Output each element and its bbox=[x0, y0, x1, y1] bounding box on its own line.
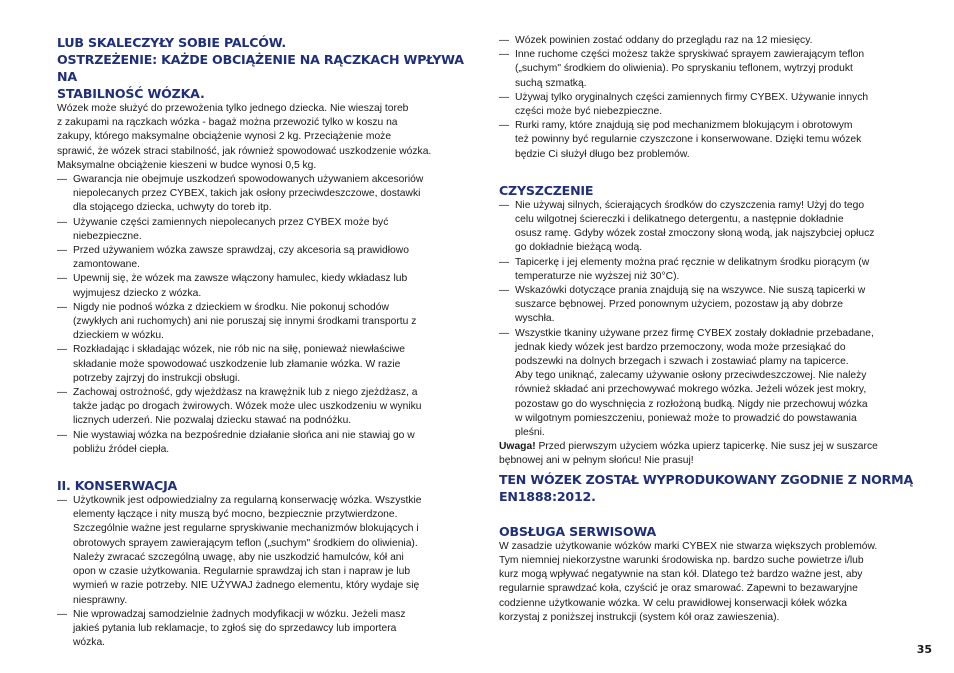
text-line: pleśni. bbox=[515, 427, 545, 439]
list-item bbox=[499, 199, 919, 256]
text-line: Wskazówki dotyczące prania znajdują się na wszywce. Nie suszą tapicerki w bbox=[515, 285, 866, 297]
maintenance-list-continued bbox=[499, 34, 919, 162]
text-line: temperaturze nie wyższej niż 30°C). bbox=[515, 270, 680, 282]
text-line: Rozkładając i składając wózek, nie rób nic na siłę, ponieważ niewłaściwe bbox=[73, 344, 405, 356]
intro-paragraph bbox=[57, 102, 479, 173]
text-line: potrzeby zajrzyj do instrukcji obsługi. bbox=[73, 372, 241, 384]
list-item bbox=[57, 301, 479, 344]
text-line: go dokładnie bieżącą wodą. bbox=[515, 242, 643, 254]
text-line: także jadąc po drogach żwirowych. Wózek może ulec uszkodzeniu w wyniku bbox=[73, 401, 422, 413]
list-item bbox=[499, 327, 919, 441]
left-column bbox=[57, 34, 479, 650]
text-line: Tym niemniej niekorzystne warunki środowiska np. bardzo suche powietrze i/lub bbox=[499, 554, 864, 566]
text-line: niepolecanych przez CYBEX, takich jak osłony przeciwdeszczowe, dostawki bbox=[73, 188, 421, 200]
text-line: Szczególnie ważne jest regularne spryskiwanie mechanizmów blokujących i bbox=[73, 523, 419, 535]
text-line: niesprawny. bbox=[73, 594, 128, 606]
list-item bbox=[57, 173, 479, 216]
text-line: też powinny być regularnie czyszczone i konserwowane. Dzięki temu wózek bbox=[515, 134, 862, 146]
text-line: wyschła. bbox=[515, 313, 555, 325]
list-item bbox=[499, 91, 919, 119]
heading-line: EN1888:2012. bbox=[499, 488, 596, 504]
text-line: pozostaw go do wyschnięcia z rozłożoną budką. Nigdy nie przechowuj wózka bbox=[515, 398, 868, 410]
text-line: opon w czasie użytkowania. Regularnie sprawdzaj ich stan i napraw je lub bbox=[73, 566, 411, 578]
service-paragraph bbox=[499, 540, 919, 625]
caution-text: bębnowej ani w pełnym słońcu! Nie prasuj! bbox=[499, 455, 694, 467]
text-line: zamontowane. bbox=[73, 259, 140, 271]
heading-norm bbox=[499, 471, 919, 505]
list-item bbox=[499, 284, 919, 327]
text-line: dzieckiem w wózku. bbox=[73, 330, 164, 342]
text-line: jednak kiedy wózek jest bardzo przemoczony, woda może przesiąkać do bbox=[515, 341, 846, 353]
text-line: będzie Ci służył długo bez problemów. bbox=[515, 148, 690, 160]
text-line: Gwarancja nie obejmuje uszkodzeń spowodowanych używaniem akcesoriów bbox=[73, 174, 424, 186]
maintenance-list bbox=[57, 494, 479, 650]
list-item bbox=[57, 244, 479, 272]
text-line: suchą szmatką. bbox=[515, 77, 587, 89]
list-item bbox=[57, 216, 479, 244]
text-line: wymień w razie potrzeby. NIE UŻYWAJ żadnego elementu, który wydaje się bbox=[73, 580, 420, 592]
text-line: suszarce bębnowej. Przed ponownym użyciem, pozostaw ją aby dobrze bbox=[515, 299, 843, 311]
list-item bbox=[57, 608, 479, 651]
text-line: Inne ruchome części możesz także spryskiwać sprayem zawierającym teflon bbox=[515, 49, 865, 61]
text-line: Użytkownik jest odpowiedzialny za regularną konserwację wózka. Wszystkie bbox=[73, 495, 422, 507]
text-line: jakieś pytania lub reklamacje, to zgłoś się do sprzedawcy lub importera bbox=[73, 622, 397, 634]
page-number: 35 bbox=[916, 643, 932, 656]
text-line: regularnie sprawdzać koła, czyścić je oraz smarować. Zapewni to bezawaryjne bbox=[499, 583, 858, 595]
text-line: dla stojącego dziecka, uchwyty do toreb itp. bbox=[73, 202, 272, 214]
text-line: celu wilgotnej ściereczki i delikatnego detergentu, a następnie dokładnie bbox=[515, 214, 844, 226]
heading-line: LUB SKALECZYŁY SOBIE PALCÓW. bbox=[57, 35, 286, 50]
right-column bbox=[499, 34, 919, 625]
list-item bbox=[499, 34, 919, 48]
text-line: wyjmujesz dziecko z wózka. bbox=[73, 287, 202, 299]
list-item bbox=[499, 119, 919, 162]
text-line: obrotowych sprayem zawierającym teflon („suchym" środkiem do oliwienia). bbox=[73, 537, 418, 549]
heading-line: OSTRZEŻENIE: KAŻDE OBCIĄŻENIE NA RĄCZKACH WPŁYWA NA bbox=[57, 52, 464, 84]
text-line: Rurki ramy, które znajdują się pod mechanizmem blokującym i obrotowym bbox=[515, 120, 853, 132]
list-item bbox=[499, 256, 919, 284]
text-line: Aby tego uniknąć, zalecamy używanie osłony przeciwdeszczowej. Nie należy bbox=[515, 370, 867, 382]
text-line: składanie może spowodować uszkodzenie lub złamanie wózka. W razie bbox=[73, 358, 401, 370]
cleaning-list bbox=[499, 199, 919, 440]
text-line: Nie używaj silnych, ścierających środków do czyszczenia ramy! Użyj do tego bbox=[515, 199, 865, 211]
heading-service: OBSŁUGA SERWISOWA bbox=[499, 523, 657, 539]
text-line: („suchym" środkiem do oliwienia). Po spryskaniu teflonem, wytrzyj produkt bbox=[515, 63, 853, 75]
heading-line: STABILNOŚĆ WÓZKA. bbox=[57, 86, 205, 101]
text-line: również składać ani przechowywać mokrego wózka. Jeżeli wózek jest mokry, bbox=[515, 384, 867, 396]
heading-maintenance: II. KONSERWACJA bbox=[57, 478, 178, 494]
text-line: Upewnij się, że wózek ma zawsze włączony hamulec, kiedy wkładasz lub bbox=[73, 273, 408, 285]
text-line: Używaj tylko oryginalnych części zamiennych firmy CYBEX. Używanie innych bbox=[515, 91, 869, 103]
text-line: (zwykłych ani ruchomych) ani nie poruszaj się innymi środkami transportu z bbox=[73, 316, 417, 328]
heading-cleaning: CZYSZCZENIE bbox=[499, 182, 594, 198]
text-line: licznych uderzeń. Nie pozwalaj dziecku stawać na podnóżku. bbox=[73, 415, 352, 427]
text-line: wózka. bbox=[73, 637, 106, 649]
text-line: Nie wystawiaj wózka na bezpośrednie działanie słońca ani nie stawiaj go w bbox=[73, 429, 415, 441]
text-line: Wózek powinien zostać oddany do przeglądu raz na 12 miesięcy. bbox=[515, 35, 813, 46]
caution-text: Przed pierwszym użyciem wózka upierz tapicerkę. Nie susz jej w suszarce bbox=[535, 441, 878, 453]
text-line: elementy łączące i nity muszą być mocno, bezpiecznie przytwierdzone. bbox=[73, 509, 398, 521]
text-line: zakupy, którego maksymalne obciążenie wynosi 2 kg. Przeciążenie może bbox=[57, 131, 392, 143]
text-line: osusz ramę. Gdyby wózek został zmoczony słoną wodą, jak najszybciej opłucz bbox=[515, 228, 875, 240]
list-item bbox=[57, 429, 479, 457]
text-line: Nie wprowadzaj samodzielnie żadnych modyfikacji w wózku. Jeżeli masz bbox=[73, 608, 406, 620]
list-item bbox=[57, 494, 479, 608]
text-line: Nigdy nie podnoś wózka z dzieckiem w środku. Nie pokonuj schodów bbox=[73, 301, 389, 313]
text-line: podszewki na dolnych brzegach i szwach i zostawiać plamy na tapicerce. bbox=[515, 356, 849, 368]
text-line: codzienne użytkowanie wózka. W celu prawidłowej konserwacji kółek wózka bbox=[499, 597, 847, 609]
text-line: Maksymalne obciążenie kieszeni w budce wynosi 0,5 kg. bbox=[57, 159, 317, 171]
text-line: Używanie części zamiennych niepolecanych przez CYBEX może być bbox=[73, 216, 389, 228]
text-line: z zakupami na rączkach wózka - bagaż można przewozić tylko w koszu na bbox=[57, 117, 398, 129]
text-line: w wilgotnym pomieszczeniu, ponieważ może to prowadzić do powstawania bbox=[515, 412, 857, 424]
text-line: części może być niebezpieczne. bbox=[515, 106, 663, 118]
list-item bbox=[57, 386, 479, 429]
text-line: pobliżu źródeł ciepła. bbox=[73, 443, 170, 455]
text-line: Należy zwracać szczególną uwagę, aby nie uszkodzić hamulców, kół ani bbox=[73, 551, 404, 563]
text-line: sprawić, że wózek straci stabilność, jak również spowodować uszkodzenie wózka. bbox=[57, 145, 432, 157]
list-item bbox=[499, 48, 919, 91]
text-line: korzystaj z poniższej instrukcji (system kół oraz zawieszenia). bbox=[499, 611, 780, 623]
list-item bbox=[57, 272, 479, 300]
heading-warning bbox=[57, 34, 479, 102]
text-line: Wszystkie tkaniny używane przez firmę CYBEX zostały dokładnie przebadane, bbox=[515, 327, 874, 339]
text-line: Wózek może służyć do przewożenia tylko jednego dziecka. Nie wieszaj toreb bbox=[57, 103, 409, 114]
text-line: niebezpieczne. bbox=[73, 230, 142, 242]
text-line: Tapicerkę i jej elementy można prać ręcznie w delikatnym środku piorącym (w bbox=[515, 256, 870, 268]
text-line: Zachowaj ostrożność, gdy wjeżdżasz na krawężnik lub z niego zjeżdżasz, a bbox=[73, 387, 418, 399]
text-line: kurz mogą wpływać negatywnie na stan kół. Dlatego też bardzo ważne jest, aby bbox=[499, 569, 863, 581]
text-line: W zasadzie użytkowanie wózków marki CYBEX nie stwarza większych problemów. bbox=[499, 540, 878, 552]
caution-label: Uwaga! bbox=[499, 441, 536, 453]
caution-paragraph bbox=[499, 440, 919, 468]
list-item bbox=[57, 343, 479, 386]
heading-line: TEN WÓZEK ZOSTAŁ WYPRODUKOWANY ZGODNIE Z NORMĄ bbox=[499, 471, 914, 487]
warning-list bbox=[57, 173, 479, 457]
text-line: Przed używaniem wózka zawsze sprawdzaj, czy akcesoria są prawidłowo bbox=[73, 245, 409, 257]
